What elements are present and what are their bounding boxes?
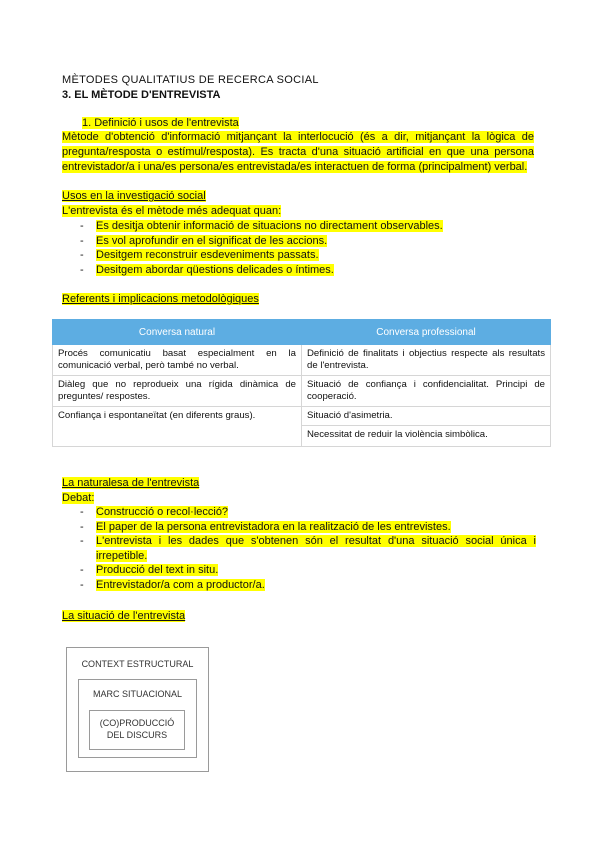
naturalesa-heading: La naturalesa de l'entrevista xyxy=(62,477,200,489)
situacio-heading: La situació de l'entrevista xyxy=(62,610,186,622)
list-item: - Entrevistador/a com a productor/a. xyxy=(80,578,265,591)
list-item: - Es vol aprofundir en el significat de les accions. xyxy=(80,234,328,247)
list-item: - El paper de la persona entrevistadora en la realització de les entrevistes. xyxy=(80,520,451,533)
table-header-natural: Conversa natural xyxy=(53,320,302,345)
doc-title: MÈTODES QUALITATIUS DE RECERCA SOCIAL xyxy=(62,74,319,86)
produccio-label: (CO)PRODUCCIÓ xyxy=(99,718,175,728)
produccio-discurs-box xyxy=(89,710,185,750)
table-cell: Necessitat de reduir la violència simbòlica. xyxy=(302,426,551,447)
table-header-row xyxy=(53,320,551,345)
table-row xyxy=(53,426,551,447)
table-cell: Definició de finalitats i objectius respecte als resultats de l'entrevista. xyxy=(302,345,551,376)
table-row xyxy=(53,376,551,407)
section-heading-definicio: 1. Definició i usos de l'entrevista xyxy=(82,117,239,129)
list-item: - L'entrevista i les dades que s'obtenen són el resultat d'una situació social única i irrepetible. xyxy=(80,535,536,562)
list-item: - Desitgem abordar qüestions delicades o íntimes. xyxy=(80,263,334,276)
context-diagram xyxy=(66,647,209,772)
naturalesa-list xyxy=(62,505,536,592)
conversa-table xyxy=(52,319,551,447)
table-cell: Situació d'asimetria. xyxy=(302,407,551,426)
table-cell xyxy=(53,426,302,447)
table-cell: Confiança i espontaneïtat (en diferents graus). xyxy=(53,407,302,426)
context-estructural-label: CONTEXT ESTRUCTURAL xyxy=(81,659,194,669)
definicio-paragraph: Mètode d'obtenció d'informació mitjançant la interlocució (és a dir, mitjançant la lògica de pregunta/resposta o estímul/resposta). Es tracta d'una situació artificial en que una persona entrevistador/a i una/es persona/es entrevistada/es interactuen de forma (principalment) verbal. xyxy=(62,131,534,173)
marc-situacional-label: MARC SITUACIONAL xyxy=(92,689,182,699)
referents-heading: Referents i implicacions metodològiques xyxy=(62,293,259,305)
chapter-title: 3. EL MÈTODE D'ENTREVISTA xyxy=(62,89,221,101)
naturalesa-intro: Debat: xyxy=(62,492,95,504)
list-item: - Desitgem reconstruir esdeveniments passats. xyxy=(80,249,319,261)
usos-heading: Usos en la investigació social xyxy=(62,190,206,202)
table-cell: Diàleg que no reprodueix una rígida dinàmica de preguntes/ respostes. xyxy=(53,376,302,407)
table-cell: Procés comunicatiu basat especialment en la comunicació verbal, però també no verbal. xyxy=(53,345,302,376)
marc-situacional-box xyxy=(78,679,197,758)
table-row xyxy=(53,345,551,376)
table-row xyxy=(53,407,551,426)
usos-list xyxy=(62,219,542,277)
usos-intro: L'entrevista és el mètode més adequat quan: xyxy=(62,205,282,217)
discurs-label: DEL DISCURS xyxy=(106,730,168,740)
table-cell: Situació de confiança i confidencialitat. Principi de cooperació. xyxy=(302,376,551,407)
list-item: - Es desitja obtenir informació de situacions no directament observables. xyxy=(80,220,443,232)
list-item: - Construcció o recol·lecció? xyxy=(80,506,229,518)
table-header-professional: Conversa professional xyxy=(302,320,551,345)
list-item: - Producció del text in situ. xyxy=(80,564,219,576)
